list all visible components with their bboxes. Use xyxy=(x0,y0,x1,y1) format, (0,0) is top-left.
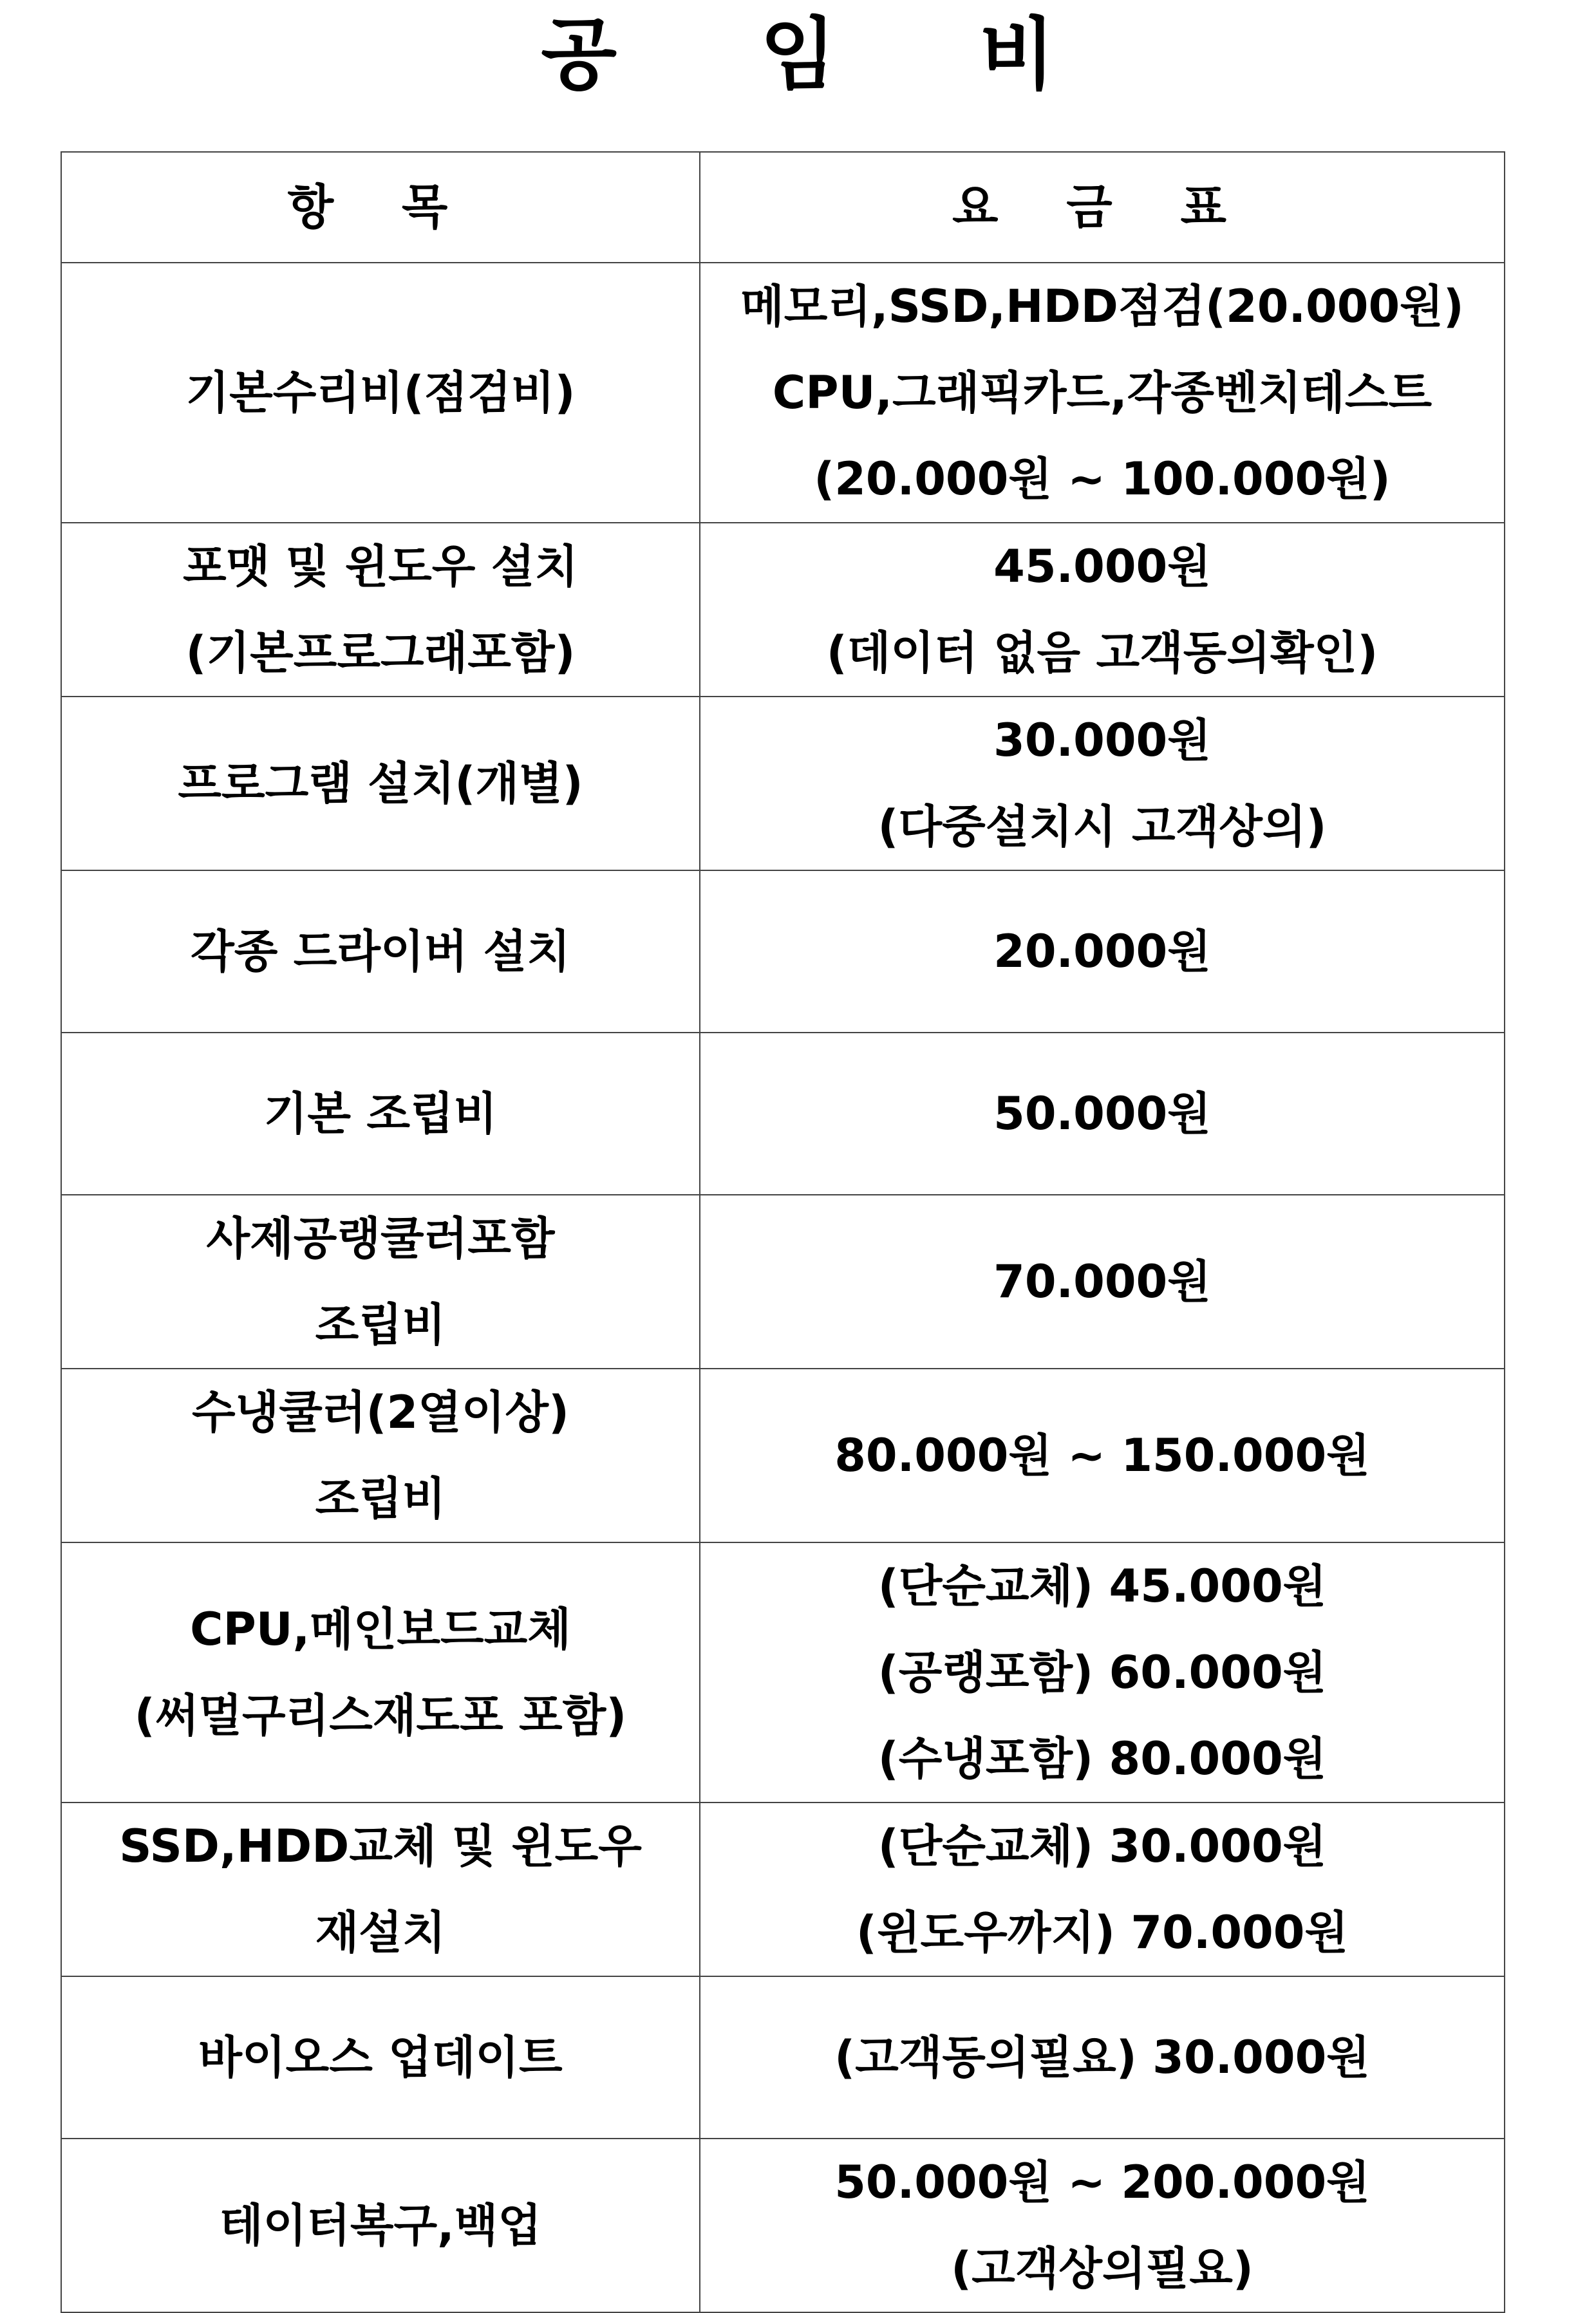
item-text: (기본프로그래포함) xyxy=(185,626,576,679)
price-cell xyxy=(700,697,1505,870)
price-cell xyxy=(700,263,1505,523)
table-row xyxy=(61,1195,1505,1369)
table-row xyxy=(61,697,1505,870)
price-cell xyxy=(700,1033,1505,1195)
price-text: CPU,그래픽카드,각종벤치테스트 xyxy=(772,366,1432,419)
price-table xyxy=(61,151,1505,2313)
item-text: (써멀구리스재도포 포함) xyxy=(134,1689,627,1742)
table-row xyxy=(61,1033,1505,1195)
item-text: 조립비 xyxy=(315,1298,446,1351)
item-text: 테이터복구,백업 xyxy=(220,2199,541,2252)
price-cell xyxy=(700,870,1505,1033)
price-cell xyxy=(700,2139,1505,2312)
price-text: (윈도우까지) 70.000원 xyxy=(856,1906,1349,1959)
price-text: (고객동의필요) 30.000원 xyxy=(834,2031,1370,2084)
table-row xyxy=(61,1369,1505,1542)
header-price: 요 금 표 xyxy=(700,152,1505,263)
price-cell xyxy=(700,523,1505,697)
table-row xyxy=(61,1976,1505,2139)
item-cell xyxy=(61,263,700,523)
table-row xyxy=(61,1803,1505,1976)
price-text: 80.000원 ~ 150.000원 xyxy=(834,1429,1370,1482)
price-text: 20.000원 xyxy=(993,925,1211,978)
page-title: 공 임 비 xyxy=(541,9,1113,100)
table-header-row xyxy=(61,152,1505,263)
item-cell xyxy=(61,870,700,1033)
price-cell xyxy=(700,1195,1505,1369)
price-text: (20.000원 ~ 100.000원) xyxy=(814,453,1391,505)
item-cell xyxy=(61,1195,700,1369)
price-text: 메모리,SSD,HDD점검(20.000원) xyxy=(740,280,1464,333)
price-text: (공랭포함) 60.000원 xyxy=(878,1646,1327,1699)
item-cell xyxy=(61,1033,700,1195)
price-text: (수냉포함) 80.000원 xyxy=(878,1732,1327,1785)
item-text: CPU,메인보드교체 xyxy=(190,1603,571,1656)
item-cell xyxy=(61,1369,700,1542)
price-cell xyxy=(700,1976,1505,2139)
item-text: 기본수리비(점검비) xyxy=(185,366,576,419)
table-row xyxy=(61,1542,1505,1803)
item-text: 재설치 xyxy=(315,1906,446,1959)
item-cell xyxy=(61,697,700,870)
price-text: (다중설치시 고객상의) xyxy=(878,800,1327,853)
price-cell xyxy=(700,1369,1505,1542)
price-text: 70.000원 xyxy=(993,1255,1211,1308)
header-item: 항 목 xyxy=(61,152,700,263)
price-text: 30.000원 xyxy=(993,714,1211,767)
price-cell xyxy=(700,1542,1505,1803)
item-text: 바이오스 업데이트 xyxy=(198,2031,563,2084)
item-cell xyxy=(61,2139,700,2312)
item-text: 수냉쿨러(2열이상) xyxy=(191,1386,570,1439)
table-row xyxy=(61,870,1505,1033)
table-row xyxy=(61,523,1505,697)
item-cell xyxy=(61,1803,700,1976)
item-text: 프로그램 설치(개별) xyxy=(178,757,583,810)
item-text: 포맷 및 윈도우 설치 xyxy=(182,540,579,593)
price-text: (단순교체) 30.000원 xyxy=(878,1820,1327,1873)
item-text: 조립비 xyxy=(315,1472,446,1525)
item-text: SSD,HDD교체 및 윈도우 xyxy=(119,1820,642,1873)
price-text: 45.000원 xyxy=(993,540,1211,593)
price-text: 50.000원 xyxy=(993,1087,1211,1140)
price-text: 50.000원 ~ 200.000원 xyxy=(834,2156,1370,2209)
price-text: (고객상의필요) xyxy=(951,2242,1253,2295)
item-cell xyxy=(61,523,700,697)
table-row xyxy=(61,2139,1505,2312)
item-text: 사제공랭쿨러포함 xyxy=(206,1212,555,1265)
item-cell xyxy=(61,1542,700,1803)
price-cell xyxy=(700,1803,1505,1976)
table-row xyxy=(61,263,1505,523)
price-text: (단순교체) 45.000원 xyxy=(878,1560,1327,1613)
price-text: (데이터 없음 고객동의확인) xyxy=(826,626,1378,679)
item-text: 각종 드라이버 설치 xyxy=(191,925,570,978)
item-text: 기본 조립비 xyxy=(263,1087,498,1140)
item-cell xyxy=(61,1976,700,2139)
